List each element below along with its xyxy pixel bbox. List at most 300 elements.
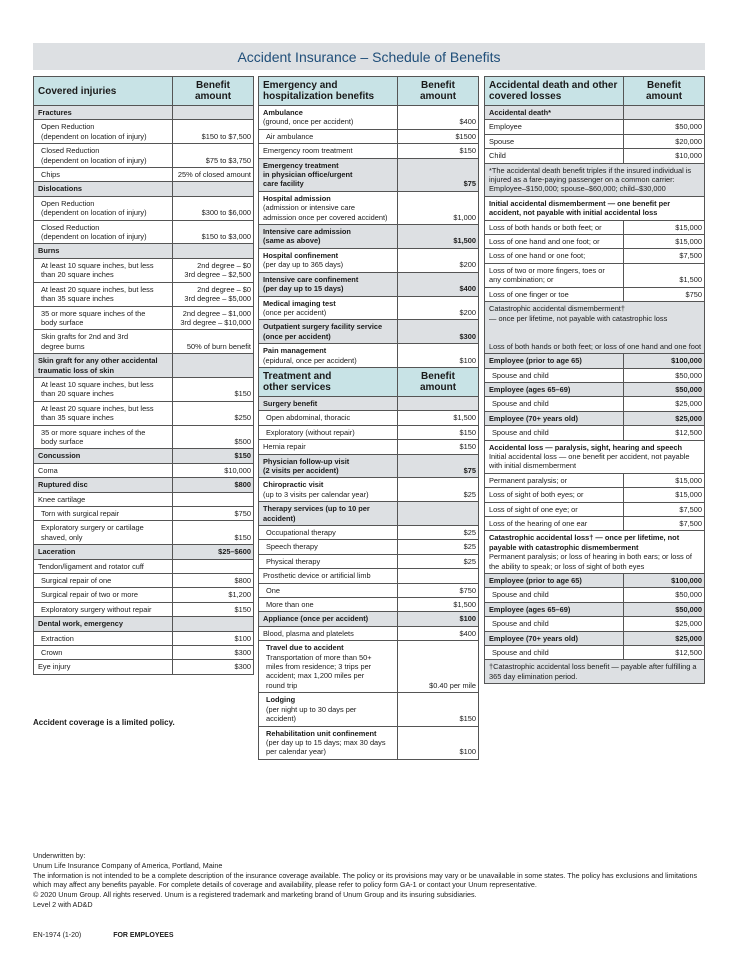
row-amount: $150 <box>173 377 254 401</box>
row-label: Employee <box>489 122 522 132</box>
table-row <box>34 588 254 602</box>
table-row <box>485 382 705 396</box>
row-label-cell <box>259 626 398 640</box>
row-label-cell <box>259 144 398 158</box>
table-row <box>485 263 705 287</box>
table-row <box>259 191 479 224</box>
row-amount: $400 <box>398 106 479 130</box>
row-label: Skin graft for any other accidental traumatic loss of skin <box>38 356 158 375</box>
row-sublabel: in physician office/urgent care facility <box>263 170 353 189</box>
table-row <box>485 163 705 196</box>
table-row <box>259 344 479 368</box>
row-label-cell <box>259 425 398 439</box>
row-amount: $100 <box>398 726 479 759</box>
row-label: Employee (ages 65–69) <box>489 604 571 614</box>
covered-injuries-table <box>33 76 254 675</box>
table-row <box>485 617 705 631</box>
row-amount: $750 <box>624 287 705 301</box>
table-row <box>34 120 254 144</box>
row-label-cell <box>34 306 173 330</box>
row-amount: $10,000 <box>173 463 254 477</box>
table-row <box>485 631 705 645</box>
row-amount: $25,000 <box>624 631 705 645</box>
row-label-cell <box>34 574 173 588</box>
table-row <box>259 225 479 249</box>
column-header-amount: Benefit amount <box>173 77 254 106</box>
row-label-cell <box>485 588 624 602</box>
row-label: Prosthetic device or artificial limb <box>263 571 371 581</box>
row-label: Chiropractic visit <box>263 480 324 490</box>
table-row <box>485 411 705 425</box>
row-label: Hospital confinement <box>263 250 339 260</box>
row-amount: $75 to $3,750 <box>173 144 254 168</box>
table-row <box>34 545 254 559</box>
row-label-cell <box>34 354 173 378</box>
table-row <box>34 660 254 674</box>
table-row <box>259 106 479 130</box>
row-label-cell <box>485 120 624 134</box>
row-sublabel: (2 visits per accident) <box>263 465 339 475</box>
table-row <box>34 449 254 463</box>
row-label-cell <box>259 554 398 568</box>
row-label: Travel due to accident <box>266 643 344 653</box>
row-label-cell <box>34 463 173 477</box>
row-amount <box>173 244 254 258</box>
table-row <box>485 426 705 440</box>
accidental-death-rows <box>485 106 705 684</box>
row-note-subtext: Initial accidental loss — one benefit per accident, not payable with initial dismemberment <box>489 451 690 471</box>
row-label-cell <box>485 263 624 287</box>
row-amount: $150 <box>398 693 479 726</box>
row-label-cell <box>259 526 398 540</box>
table-row <box>34 258 254 282</box>
row-note-subtext: Permanent paralysis; or loss of hearing in both ears; or loss of the ability to speak; or loss of sight of both eyes <box>489 552 692 571</box>
row-label-cell <box>485 134 624 148</box>
row-label: Rehabilitation unit confinement <box>266 728 377 738</box>
row-label-cell <box>485 397 624 411</box>
row-amount: $25 <box>398 540 479 554</box>
row-label-cell <box>485 411 624 425</box>
row-amount: $1500 <box>398 129 479 143</box>
row-label: Employee (prior to age 65) <box>489 576 582 586</box>
table-row <box>34 182 254 196</box>
table-row <box>485 574 705 588</box>
row-label: Physician follow-up visit <box>263 456 350 466</box>
row-label: Appliance (once per accident) <box>263 614 369 624</box>
row-amount <box>173 354 254 378</box>
row-label-cell <box>485 354 624 368</box>
row-label-cell <box>485 249 624 263</box>
row-label: Surgical repair of one <box>41 576 112 586</box>
page-title: Accident Insurance – Schedule of Benefits <box>237 48 501 65</box>
table-row <box>259 296 479 320</box>
row-label: Exploratory surgery without repair <box>41 604 152 614</box>
row-note <box>485 196 705 220</box>
emergency-table <box>258 76 479 760</box>
table-row <box>34 507 254 521</box>
row-sublabel: (per night up to 30 days per accident) <box>266 704 357 724</box>
treatment-header-group <box>259 367 479 396</box>
table-row <box>485 106 705 120</box>
row-amount: $400 <box>398 626 479 640</box>
row-label: Loss of both hands or both feet; or <box>489 222 602 232</box>
row-amount: $0.40 per mile <box>398 641 479 693</box>
row-amount: $800 <box>173 478 254 492</box>
row-label-cell <box>34 330 173 354</box>
table-row <box>259 411 479 425</box>
row-label: Fractures <box>38 108 72 117</box>
row-label-cell <box>34 602 173 616</box>
row-amount: $150 <box>398 440 479 454</box>
row-label: Intensive care admission <box>263 227 351 237</box>
table-row <box>485 302 705 354</box>
company-name: Unum Life Insurance Company of America, Portland, Maine <box>33 860 223 870</box>
limited-policy-note: Accident coverage is a limited policy. <box>33 718 175 727</box>
row-sublabel: (admission or intensive care admission once per covered accident) <box>263 203 388 222</box>
table-row <box>34 631 254 645</box>
row-amount <box>173 617 254 631</box>
row-label-cell <box>485 106 624 120</box>
row-note-text: Initial accidental dismemberment — one benefit per accident, not payable with initial accidental loss <box>489 198 671 218</box>
emergency-column <box>258 76 478 760</box>
row-label-cell <box>34 617 173 631</box>
table-row <box>259 583 479 597</box>
table-row <box>259 502 479 526</box>
underwritten-label: Underwritten by: <box>33 851 86 860</box>
row-label: Spouse <box>489 136 515 146</box>
row-label: Loss of one hand or one foot; <box>489 251 586 261</box>
row-label: Loss of the hearing of one ear <box>489 519 588 528</box>
row-label-cell <box>259 320 398 344</box>
row-note-text: Catastrophic accidental dismemberment† — once per lifetime, not payable with catastrophic loss Loss of both hands or both feet; or loss of one hand and one foot <box>489 304 702 351</box>
row-sublabel: (per day up to 15 days; max 30 days per calendar year) <box>266 737 386 757</box>
row-label-cell <box>34 646 173 660</box>
table-row <box>485 287 705 301</box>
table-row <box>259 569 479 583</box>
row-label-cell <box>259 296 398 320</box>
row-label-cell <box>34 521 173 545</box>
row-amount: $100 <box>173 631 254 645</box>
table-row <box>259 554 479 568</box>
row-note-text: Accidental loss — paralysis, sight, hearing and speech <box>489 442 683 452</box>
table-row <box>34 244 254 258</box>
row-label-cell <box>34 377 173 401</box>
row-label: Chips <box>41 170 60 180</box>
row-label-cell <box>34 258 173 282</box>
table-row <box>485 473 705 487</box>
table-row <box>34 463 254 477</box>
row-sublabel: (per day up to 15 days) <box>263 284 344 294</box>
row-label: Hernia repair <box>263 442 306 452</box>
accidental-death-table <box>484 76 705 684</box>
row-label: Loss of sight of both eyes; or <box>489 490 584 500</box>
row-amount: $300 <box>173 660 254 674</box>
table-row <box>485 196 705 220</box>
row-amount: $10,000 <box>624 149 705 163</box>
row-amount: $15,000 <box>624 220 705 234</box>
row-label-cell <box>259 191 398 224</box>
row-label-cell <box>485 488 624 502</box>
row-amount: $1,500 <box>624 263 705 287</box>
row-amount: $50,000 <box>624 382 705 396</box>
row-amount: 2nd degree – $0 3rd degree – $5,000 <box>173 282 254 306</box>
row-note-text: Catastrophic accidental loss† — once per lifetime, not payable with catastrophic dismemberment <box>489 533 680 552</box>
row-note <box>485 440 705 473</box>
row-label-cell <box>259 583 398 597</box>
row-label: Open Reduction (dependent on location of injury) <box>41 198 147 218</box>
row-amount: 2nd degree – $0 3rd degree – $2,500 <box>173 258 254 282</box>
table-row <box>259 726 479 759</box>
row-label-cell <box>34 144 173 168</box>
row-label: Permanent paralysis; or <box>489 475 568 485</box>
row-label: Laceration <box>38 547 76 557</box>
row-label: Crown <box>41 648 63 658</box>
row-label: Medical imaging test <box>263 298 336 308</box>
row-amount: $150 <box>173 602 254 616</box>
row-label-cell <box>485 473 624 487</box>
row-label: At least 20 square inches, but less than 35 square inches <box>41 403 154 423</box>
table-row <box>34 106 254 120</box>
table-row <box>485 440 705 473</box>
treatment-header-label: Treatment and other services <box>259 367 398 396</box>
row-label: Loss of sight of one eye; or <box>489 504 578 514</box>
row-label: Intensive care confinement <box>263 274 359 284</box>
row-label: Occupational therapy <box>266 528 336 537</box>
row-amount: $75 <box>398 454 479 478</box>
row-amount <box>398 396 479 410</box>
table-row <box>485 368 705 382</box>
row-label: Therapy services (up to 10 per accident) <box>263 504 370 523</box>
row-amount: $25,000 <box>624 617 705 631</box>
row-label-cell <box>34 449 173 463</box>
row-label: Employee (70+ years old) <box>489 633 578 643</box>
table-row <box>34 377 254 401</box>
row-amount: $400 <box>398 272 479 296</box>
row-label-cell <box>34 559 173 573</box>
row-label: Burns <box>38 246 60 256</box>
row-label-cell <box>34 120 173 144</box>
table-row <box>485 531 705 574</box>
table-row <box>485 235 705 249</box>
row-amount: $20,000 <box>624 134 705 148</box>
row-amount: $50,000 <box>624 588 705 602</box>
row-label: Skin grafts for 2nd and 3rd degree burns <box>41 332 129 351</box>
table-row <box>34 144 254 168</box>
row-amount: $750 <box>398 583 479 597</box>
row-amount: $150 <box>173 449 254 463</box>
row-amount: $200 <box>398 248 479 272</box>
row-label-cell <box>259 225 398 249</box>
table-row <box>34 330 254 354</box>
row-note <box>485 163 705 196</box>
covered-injuries-rows <box>34 106 254 675</box>
row-label-cell <box>259 598 398 612</box>
row-label-cell <box>259 726 398 759</box>
row-label: Speech therapy <box>266 542 318 552</box>
table-row <box>485 602 705 616</box>
row-label: Closed Reduction (dependent on location of injury) <box>41 222 147 242</box>
row-label-cell <box>485 574 624 588</box>
row-amount: $1,000 <box>398 191 479 224</box>
row-label-cell <box>259 411 398 425</box>
row-label-cell <box>34 631 173 645</box>
row-sublabel: (per day up to 365 days) <box>263 260 344 270</box>
row-amount: $15,000 <box>624 473 705 487</box>
row-label: Spouse and child <box>492 619 549 629</box>
row-sublabel: (same as above) <box>263 236 321 246</box>
row-label-cell <box>34 545 173 559</box>
row-label-cell <box>34 660 173 674</box>
table-row <box>259 540 479 554</box>
row-label: Eye injury <box>38 662 71 672</box>
row-sublabel: Transportation of more than 50+ miles from residence; 3 trips per accident; max 1,200 miles per round trip <box>266 652 372 690</box>
row-label-cell <box>485 235 624 249</box>
audience-label: FOR EMPLOYEES <box>113 932 174 939</box>
row-amount: $7,500 <box>624 249 705 263</box>
footer <box>33 851 713 910</box>
row-sublabel: (once per accident) <box>263 307 327 317</box>
row-label: 35 or more square inches of the body surface <box>41 427 146 446</box>
table-row <box>485 249 705 263</box>
row-label: Dislocations <box>38 184 82 194</box>
table-row <box>259 440 479 454</box>
row-amount: $800 <box>173 574 254 588</box>
emergency-rows <box>259 106 479 368</box>
row-label-cell <box>34 507 173 521</box>
table-row <box>34 425 254 449</box>
row-label: Tendon/ligament and rotator cuff <box>38 561 144 571</box>
table-row <box>485 149 705 163</box>
row-label-cell <box>34 106 173 120</box>
row-label: Spouse and child <box>492 399 549 409</box>
row-note-text: †Catastrophic accidental loss benefit — payable after fulfilling a 365 day elimination period. <box>489 662 697 681</box>
table-row <box>259 425 479 439</box>
row-label-cell <box>259 693 398 726</box>
table-row <box>259 320 479 344</box>
row-sublabel: (up to 3 visits per calendar year) <box>263 489 369 499</box>
row-sublabel: (epidural, once per accident) <box>263 355 357 365</box>
row-label: Exploratory (without repair) <box>266 427 355 437</box>
table-row <box>485 646 705 660</box>
row-label: Employee (ages 65–69) <box>489 384 571 394</box>
row-label-cell <box>259 478 398 502</box>
row-amount: $100,000 <box>624 354 705 368</box>
row-label: More than one <box>266 600 314 610</box>
table-row <box>259 144 479 158</box>
row-label: Knee cartilage <box>38 494 86 504</box>
table-row <box>34 521 254 545</box>
row-label: 35 or more square inches of the body surface <box>41 308 146 327</box>
row-amount: 2nd degree – $1,000 3rd degree – $10,000 <box>173 306 254 330</box>
row-amount <box>173 182 254 196</box>
row-amount <box>398 569 479 583</box>
row-label: Physical therapy <box>266 556 321 566</box>
row-amount: $25 <box>398 526 479 540</box>
table-row <box>34 602 254 616</box>
row-amount: $300 <box>398 320 479 344</box>
row-amount: $25 <box>398 478 479 502</box>
row-label-cell <box>34 588 173 602</box>
row-label: Loss of one finger or toe <box>489 289 569 299</box>
row-amount: 25% of closed amount <box>173 168 254 182</box>
row-label: Lodging <box>266 695 296 705</box>
table-row <box>34 196 254 220</box>
table-row <box>259 129 479 143</box>
disclaimer: The information is not intended to be a complete description of the insurance coverage available. The policy or its provisions may vary or be unavailable in some states. The policy has exclusions and limitations which may affect any benefits payable. For complete details of coverage and availability, please refer to policy form GA-1 or contact your Unum representative. <box>33 870 698 890</box>
row-label-cell <box>485 502 624 516</box>
row-label-cell <box>485 517 624 531</box>
row-label: Concussion <box>38 451 81 461</box>
table-row <box>259 612 479 626</box>
table-row <box>259 626 479 640</box>
row-label: Extraction <box>41 633 74 643</box>
row-amount: $100,000 <box>624 574 705 588</box>
row-label: Pain management <box>263 346 327 356</box>
row-label-cell <box>259 641 398 693</box>
table-row <box>259 396 479 410</box>
row-amount: $75 <box>398 158 479 191</box>
treatment-header-amount: Benefit amount <box>398 367 479 396</box>
row-amount: $25,000 <box>624 397 705 411</box>
row-label-cell <box>485 287 624 301</box>
row-amount: $1,500 <box>398 411 479 425</box>
row-label: Spouse and child <box>492 370 549 380</box>
row-note-text: *The accidental death benefit triples if the insured individual is injured as a fare-paying passenger on a common carrier: Employee–$150,000; spouse–$60,000; child–$30,000 <box>489 165 692 194</box>
row-amount: $15,000 <box>624 488 705 502</box>
row-label-cell <box>259 454 398 478</box>
row-amount: $300 to $6,000 <box>173 196 254 220</box>
row-label-cell <box>485 382 624 396</box>
row-label-cell <box>259 272 398 296</box>
table-row <box>259 693 479 726</box>
row-label: Air ambulance <box>266 131 314 141</box>
row-amount <box>398 502 479 526</box>
row-label: Spouse and child <box>492 590 549 600</box>
table-row <box>485 660 705 684</box>
row-label-cell <box>34 182 173 196</box>
column-header-label: Covered injuries <box>34 77 173 106</box>
row-label: Employee (prior to age 65) <box>489 356 582 366</box>
row-label: Loss of two or more fingers, toes or any combination; or <box>489 265 605 285</box>
row-label-cell <box>259 540 398 554</box>
row-label-cell <box>259 440 398 454</box>
row-amount: $500 <box>173 425 254 449</box>
row-label-cell <box>485 368 624 382</box>
row-label-cell <box>34 196 173 220</box>
column-header-label: Accidental death and other covered losses <box>485 77 624 106</box>
row-amount: $150 to $3,000 <box>173 220 254 244</box>
table-row <box>485 488 705 502</box>
row-label-cell <box>485 426 624 440</box>
row-label-cell <box>485 631 624 645</box>
row-label: Loss of one hand and one foot; or <box>489 237 600 247</box>
table-row <box>485 588 705 602</box>
row-label: Spouse and child <box>492 648 549 658</box>
table-row <box>259 272 479 296</box>
row-label: Surgery benefit <box>263 398 318 408</box>
row-label-cell <box>259 106 398 130</box>
row-note <box>485 531 705 574</box>
row-label: Closed Reduction (dependent on location of injury) <box>41 146 147 165</box>
row-label-cell <box>485 149 624 163</box>
row-amount: $15,000 <box>624 235 705 249</box>
row-amount: $25,000 <box>624 411 705 425</box>
covered-injuries-column <box>33 76 253 675</box>
table-row <box>34 646 254 660</box>
row-label: Open abdominal, thoracic <box>266 413 351 423</box>
table-row <box>34 492 254 506</box>
row-amount: $100 <box>398 612 479 626</box>
